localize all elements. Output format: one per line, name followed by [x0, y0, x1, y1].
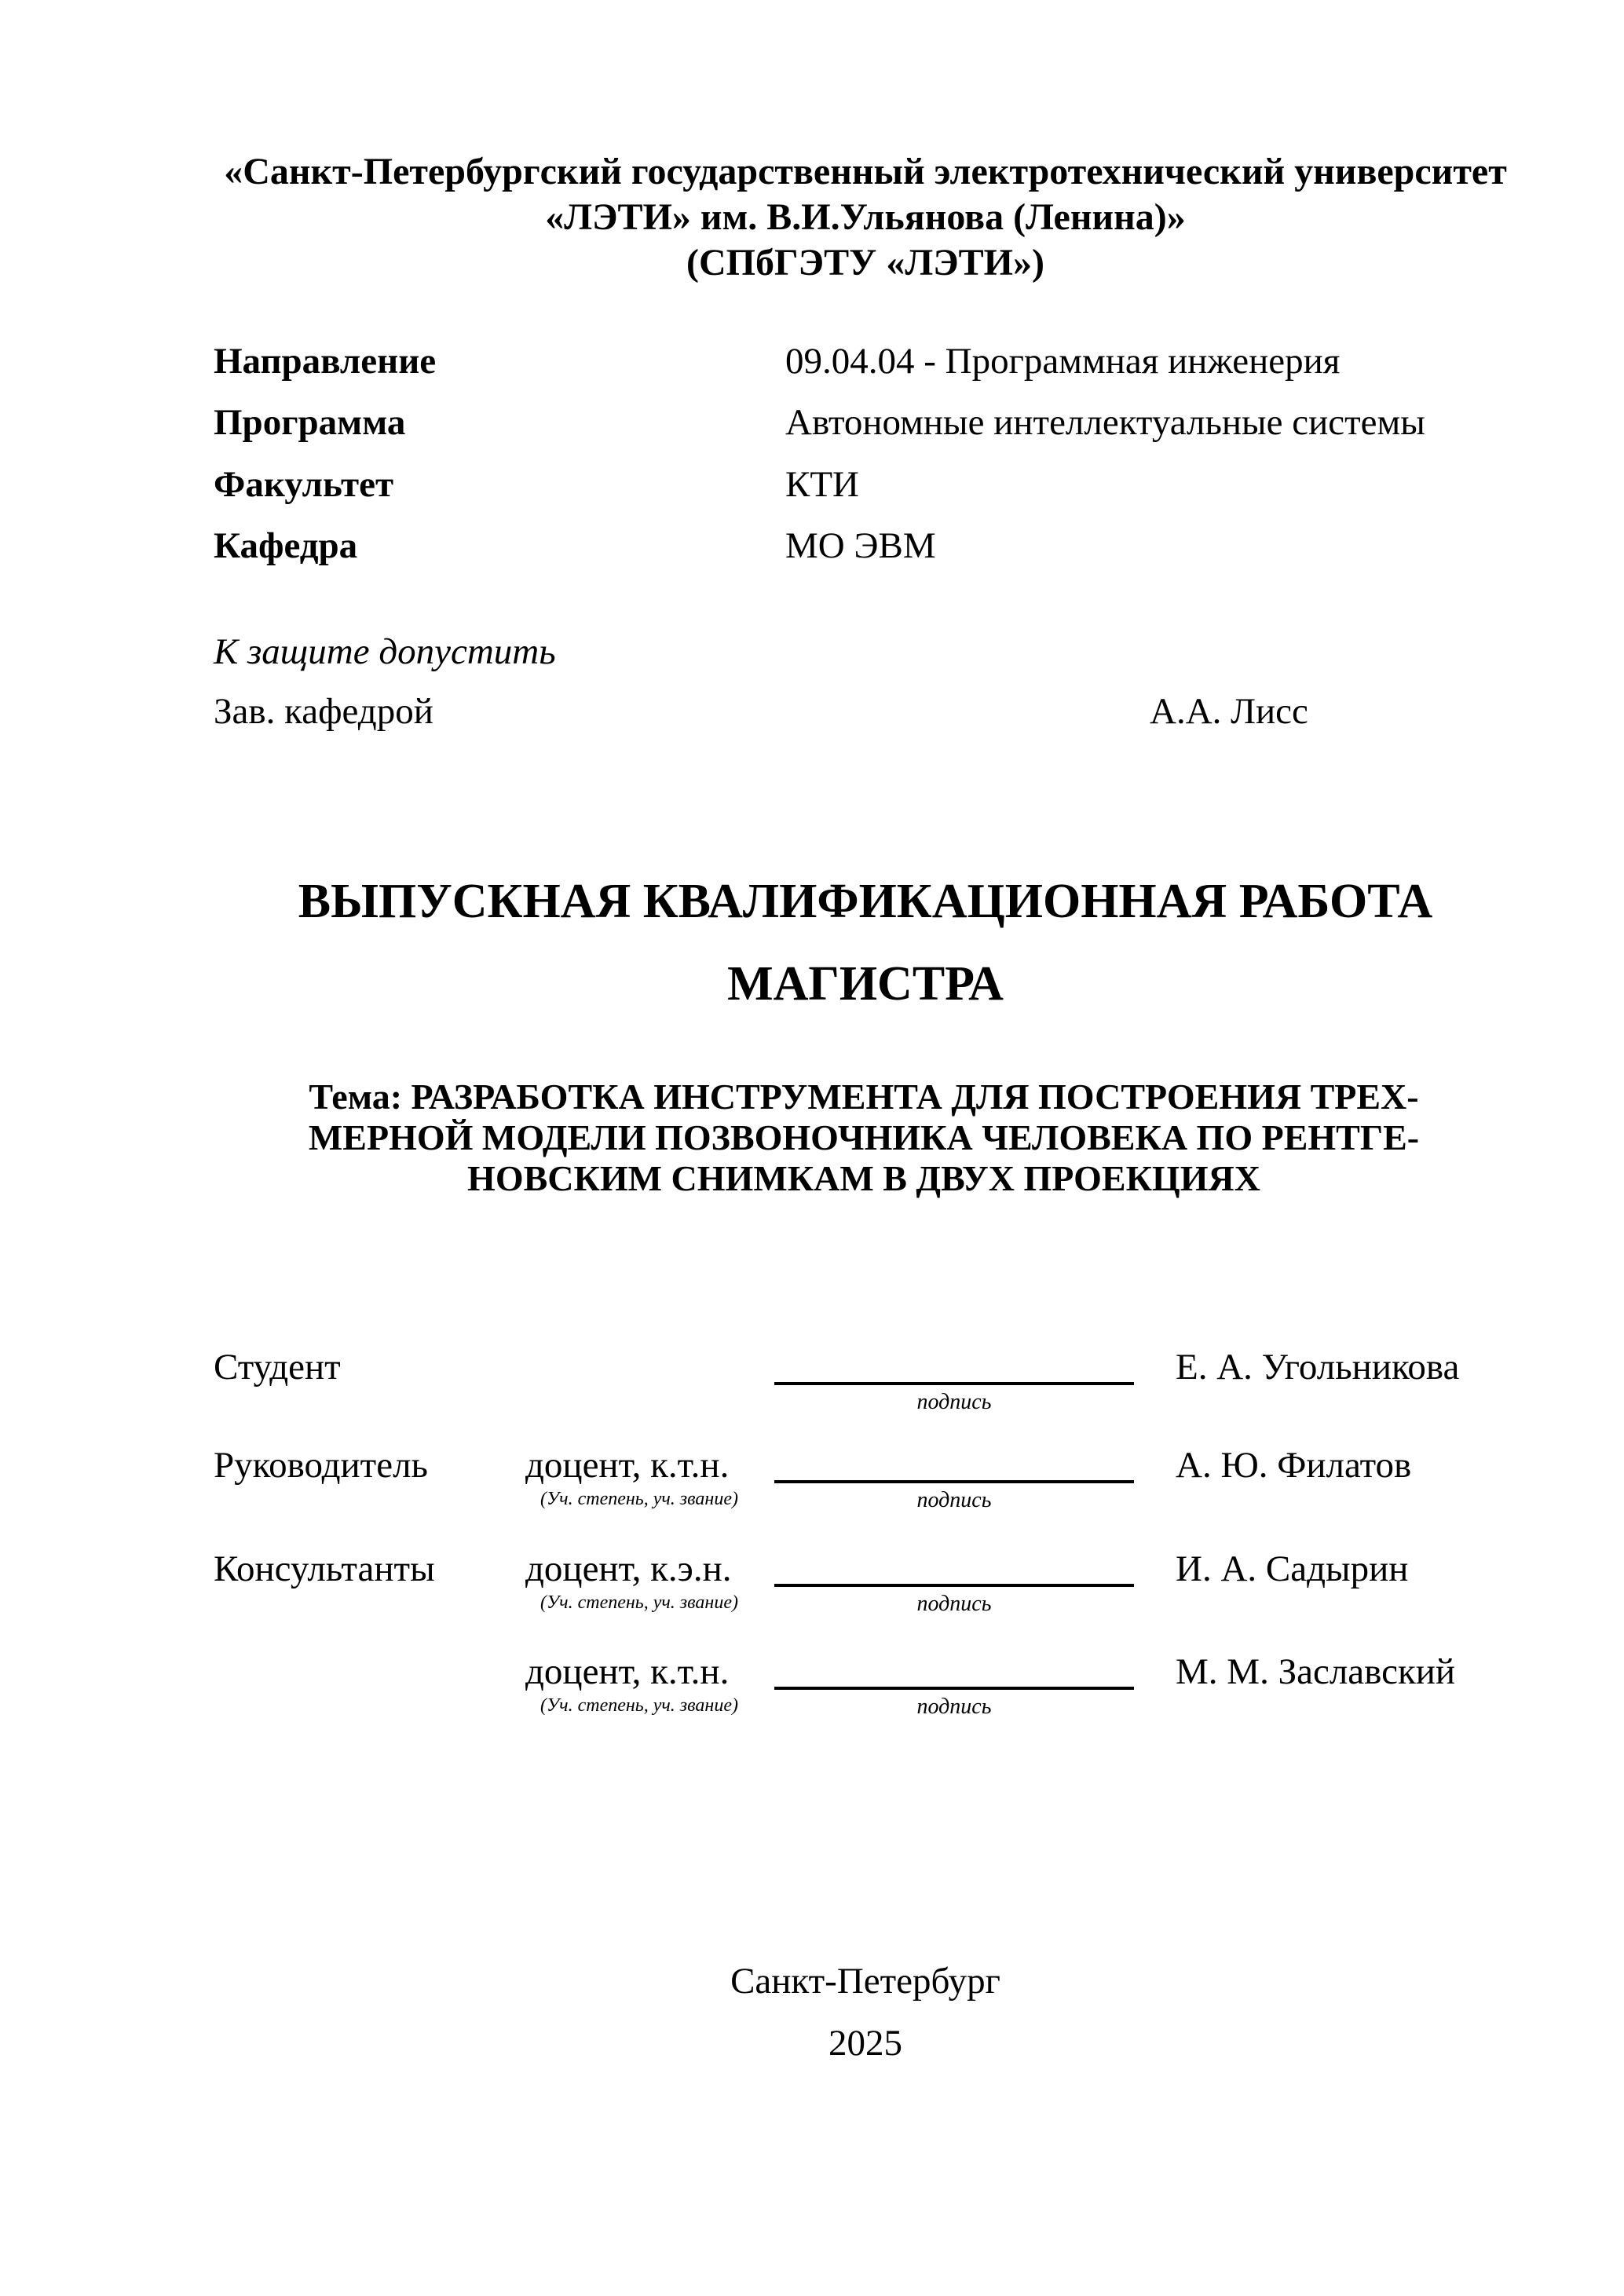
signature-role-label: Руководитель	[214, 1445, 428, 1486]
field-value-direction: 09.04.04 - Программная инженерия	[785, 341, 1341, 382]
signature-degree: доцент, к.т.н.	[525, 1445, 730, 1486]
footer-city: Санкт-Петербург	[730, 1961, 1000, 2002]
theme-line-2: МЕРНОЙ МОДЕЛИ ПОЗВОНОЧНИКА ЧЕЛОВЕКА ПО РЕНТГЕ-	[308, 1117, 1420, 1157]
theme-line-1: Тема: РАЗРАБОТКА ИНСТРУМЕНТА ДЛЯ ПОСТРОЕНИЯ ТРЕХ-	[309, 1077, 1419, 1117]
university-header-line-2: «ЛЭТИ» им. В.И.Ульянова (Ленина)»	[545, 196, 1186, 238]
signature-role-label: Консультанты	[214, 1548, 435, 1589]
signature-row-supervisor	[214, 1447, 1517, 1534]
university-header-line-3: (СПбГЭТУ «ЛЭТИ»)	[686, 242, 1044, 283]
signature-person-name: М. М. Заславский	[1176, 1651, 1456, 1692]
field-row-faculty	[214, 463, 1517, 506]
signature-person-name: И. А. Садырин	[1176, 1548, 1409, 1589]
degree-caption: (Уч. степень, уч. звание)	[540, 1592, 738, 1613]
field-label-program: Программа	[214, 402, 406, 443]
degree-caption: (Уч. степень, уч. звание)	[540, 1695, 738, 1716]
admission-note: К защите допустить	[214, 631, 556, 672]
theme-line-3: НОВСКИМ СНИМКАМ В ДВУХ ПРОЕКЦИЯХ	[467, 1158, 1260, 1198]
thesis-title-line-1: ВЫПУСКНАЯ КВАЛИФИКАЦИОННАЯ РАБОТА	[298, 875, 1433, 928]
signature-row-consultant-1	[214, 1548, 1517, 1637]
thesis-theme	[182, 1077, 1545, 1199]
university-header	[214, 149, 1517, 286]
signature-person-name: Е. А. Угольникова	[1176, 1347, 1460, 1387]
signature-line	[774, 1447, 1134, 1483]
signature-row-student	[214, 1349, 1517, 1435]
university-header-line-1: «Санкт-Петербургский государственный электротехнический университет	[224, 151, 1507, 192]
field-label-department: Кафедра	[214, 525, 358, 566]
field-value-program: Автономные интеллектуальные системы	[785, 402, 1425, 443]
signature-role-label: Студент	[214, 1347, 341, 1387]
signature-caption: подпись	[916, 1390, 992, 1414]
department-head-name: А.А. Лисс	[1150, 691, 1308, 732]
field-row-program	[214, 401, 1517, 444]
degree-caption: (Уч. степень, уч. звание)	[540, 1489, 738, 1509]
department-head-label: Зав. кафедрой	[214, 691, 433, 732]
signature-row-consultant-2	[214, 1651, 1517, 1740]
signature-degree: доцент, к.т.н.	[525, 1651, 730, 1692]
signature-caption: подпись	[916, 1488, 992, 1512]
field-label-faculty: Факультет	[214, 464, 394, 505]
signature-caption: подпись	[916, 1592, 992, 1616]
field-label-direction: Направление	[214, 341, 437, 382]
signature-caption: подпись	[916, 1695, 992, 1719]
signature-line	[774, 1551, 1134, 1587]
field-row-direction	[214, 340, 1517, 382]
field-value-department: МО ЭВМ	[785, 525, 936, 566]
signature-line	[774, 1654, 1134, 1690]
signature-degree: доцент, к.э.н.	[525, 1548, 732, 1589]
field-row-department	[214, 525, 1517, 567]
signature-person-name: А. Ю. Филатов	[1176, 1445, 1412, 1486]
signature-line	[774, 1349, 1134, 1385]
field-value-faculty: КТИ	[785, 464, 859, 505]
footer-year: 2025	[828, 2023, 902, 2064]
thesis-title-line-2: МАГИСТРА	[727, 957, 1004, 1011]
